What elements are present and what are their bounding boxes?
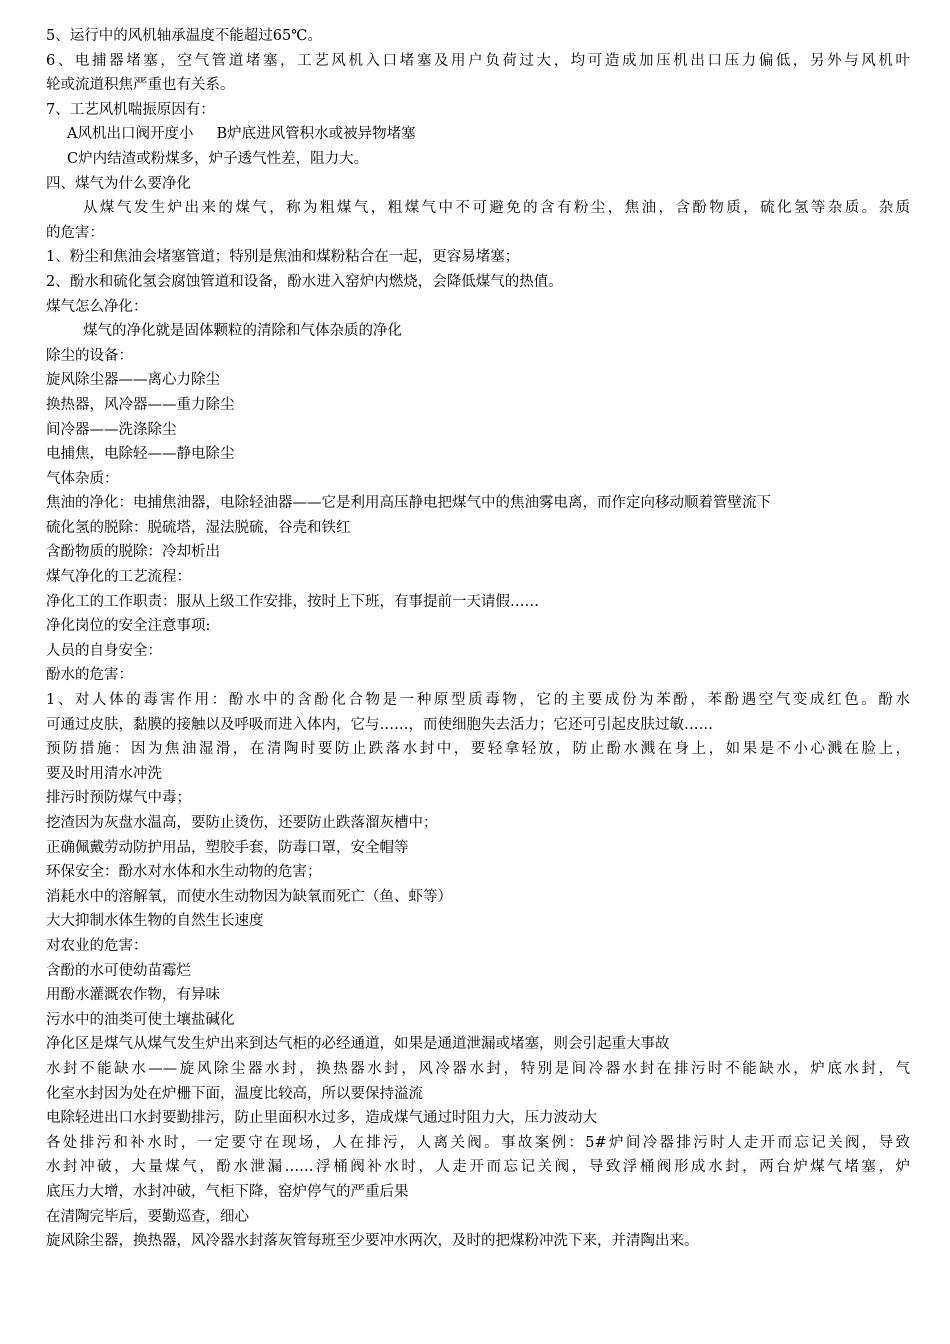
text-line: 水封不能缺水——旋风除尘器水封，换热器水封，风冷器水封，特别是间冷器水封在排污时不能缺水，炉底水封，气 <box>46 1060 910 1077</box>
text-line: 除尘的设备： <box>46 347 133 364</box>
text-line: 底压力大增，水封冲破，气柜下降，窑炉停气的严重后果 <box>46 1183 409 1200</box>
text-line: 2、酚水和硫化氢会腐蚀管道和设备，酚水进入窑炉内燃烧，会降低煤气的热值。 <box>46 273 563 290</box>
text-line: 煤气净化的工艺流程： <box>46 569 191 586</box>
text-line: 1、粉尘和焦油会堵塞管道；特别是焦油和煤粉粘合在一起，更容易堵塞； <box>46 249 520 266</box>
text-line: 挖渣因为灰盘水温高，要防止烫伤，还要防止跌落溜灰槽中； <box>46 815 438 831</box>
text-line: 人员的自身安全： <box>46 642 162 659</box>
text-line: 排污时预防煤气中毒； <box>46 790 191 807</box>
text-line: 电捕焦，电除轻——静电除尘 <box>46 446 235 463</box>
text-line: 轮或流道积焦严重也有关系。 <box>46 77 235 94</box>
text-line: 环保安全：酚水对水体和水生动物的危害； <box>46 864 322 881</box>
text-line: 要及时用清水冲洗 <box>46 765 162 782</box>
text-line: 含酚物质的脱除：冷却析出 <box>46 544 220 561</box>
text-line: 污水中的油类可使土壤盐碱化 <box>46 1011 235 1028</box>
text-line: 煤气怎么净化： <box>46 298 148 315</box>
text-line: 6、电捕器堵塞，空气管道堵塞，工艺风机入口堵塞及用户负荷过大，均可造成加压机出口压力偏低，另外与风机叶 <box>46 52 910 69</box>
text-line: 用酚水灌溉农作物，有异味 <box>46 987 220 1004</box>
text-line: 对农业的危害： <box>46 937 148 954</box>
text-line: 正确佩戴劳动防护用品，塑胶手套，防毒口罩，安全帽等 <box>46 839 409 856</box>
text-line: 7、工艺风机喘振原因有： <box>46 101 215 118</box>
text-line: 旋风除尘器——离心力除尘 <box>46 372 220 389</box>
text-line: 水封冲破，大量煤气，酚水泄漏……浮桶阀补水时，人走开而忘记关阀，导致浮桶阀形成水封，两台炉煤气堵塞，炉 <box>46 1159 910 1176</box>
text-line: 可通过皮肤，黏膜的接触以及呼吸而进入体内，它与……，而使细胞失去活力；它还可引起皮肤过敏…… <box>46 716 713 733</box>
text-line: 间冷器——洗涤除尘 <box>46 421 177 438</box>
text-line: 消耗水中的溶解氧，而使水生动物因为缺氧而死亡（鱼、虾等） <box>46 888 452 905</box>
text-line: 从煤气发生炉出来的煤气，称为粗煤气，粗煤气中不可避免的含有粉尘，焦油，含酚物质，硫化氢等杂质。杂质 <box>83 200 910 217</box>
text-line: 预防措施：因为焦油湿滑，在清陶时要防止跌落水封中，要轻拿轻放，防止酚水溅在身上，如果是不小心溅在脸上， <box>46 741 910 758</box>
text-line: 净化岗位的安全注意事项: <box>46 618 211 635</box>
text-line: 旋风除尘器，换热器，风冷器水封落灰管每班至少要冲水两次，及时的把煤粉冲洗下来，并清陶出来。 <box>46 1233 699 1250</box>
text-line: 5、运行中的风机轴承温度不能超过65℃。 <box>46 28 322 44</box>
text-line: 在清陶完毕后，要勤巡查，细心 <box>46 1208 249 1225</box>
text-line: 化室水封因为处在炉栅下面，温度比较高，所以要保持溢流 <box>46 1085 423 1102</box>
text-line: 的危害： <box>46 224 104 241</box>
text-line: 1、对人体的毒害作用：酚水中的含酚化合物是一种原型质毒物，它的主要成份为苯酚，苯酚遇空气变成红色。酚水 <box>46 692 910 709</box>
text-line: 酚水的危害： <box>46 667 133 684</box>
text-line: 硫化氢的脱除：脱硫塔，湿法脱硫，谷壳和铁红 <box>46 519 351 536</box>
text-line: 净化区是煤气从煤气发生炉出来到达气柜的必经通道，如果是通道泄漏或堵塞，则会引起重大事故 <box>46 1036 670 1053</box>
text-line: 各处排污和补水时，一定要守在现场，人在排污，人离关阀。事故案例：5#炉间冷器排污时人走开而忘记关阀，导致 <box>46 1134 910 1151</box>
text-line: 煤气的净化就是固体颗粒的清除和气体杂质的净化 <box>83 323 402 340</box>
text-line: 换热器，风冷器——重力除尘 <box>46 396 235 413</box>
text-line: 大大抑制水体生物的自然生长速度 <box>46 913 264 930</box>
text-line: 气体杂质： <box>46 470 119 487</box>
text-line: A风机出口阀开度小 B炉底进风管积水或被异物堵塞 <box>67 126 416 143</box>
text-line: 焦油的净化：电捕焦油器，电除轻油器——它是利用高压静电把煤气中的焦油雾电离，而作定向移动顺着管壁流下 <box>46 495 771 512</box>
section-heading: 四、煤气为什么要净化 <box>46 175 191 192</box>
text-line: C炉内结渣或粉煤多，炉子透气性差，阻力大。 <box>67 150 369 167</box>
text-line: 电除轻进出口水封要勤排污，防止里面积水过多，造成煤气通过时阻力大，压力波动大 <box>46 1110 597 1127</box>
text-line: 含酚的水可使幼苗霉烂 <box>46 962 191 979</box>
text-line: 净化工的工作职责：服从上级工作安排，按时上下班，有事提前一天请假…… <box>46 593 539 610</box>
